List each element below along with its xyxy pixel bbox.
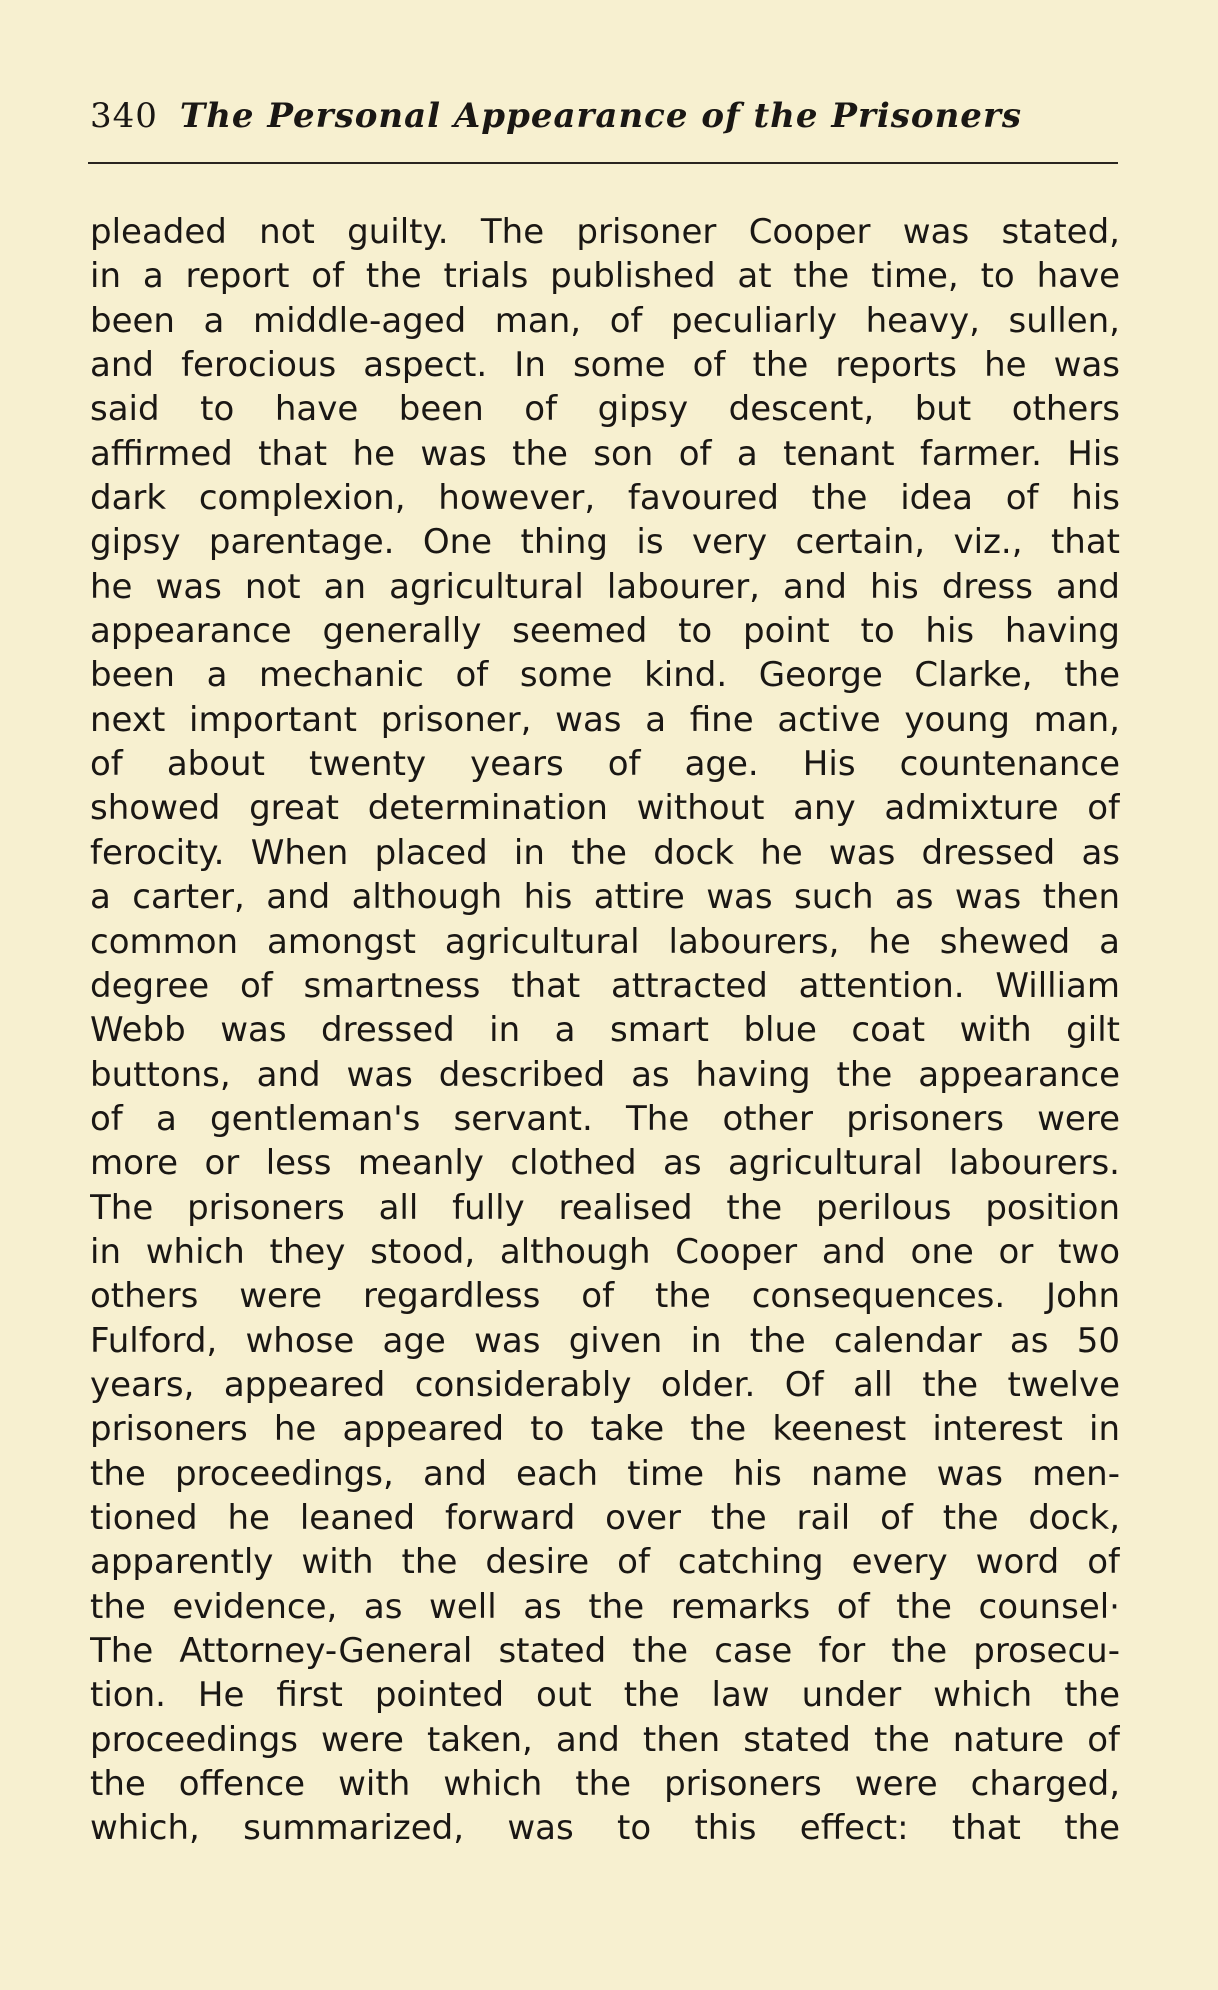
text-line: been a mechanic of some kind. George Clarke, the	[90, 655, 1120, 696]
text-line: dark complexion, however, favoured the idea of his	[90, 478, 1120, 519]
text-line: in which they stood, although Cooper and one or two	[90, 1231, 1120, 1272]
text-line: others were regardless of the consequences. John	[90, 1276, 1120, 1317]
text-line: the proceedings, and each time his name was men-	[90, 1453, 1120, 1494]
text-line: years, appeared considerably older. Of all the twelve	[90, 1364, 1120, 1405]
text-line: The Attorney-General stated the case for the prosecu-	[90, 1631, 1120, 1671]
page-number: 340	[90, 96, 158, 136]
text-line: of about twenty years of age. His countenance	[90, 744, 1120, 785]
page-header	[90, 96, 1120, 148]
text-line: affirmed that he was the son of a tenant farmer. His	[90, 433, 1120, 474]
text-line: the offence with which the prisoners were charged,	[90, 1764, 1120, 1805]
text-line: appearance generally seemed to point to his having	[90, 611, 1120, 652]
text-line: pleaded not guilty. The prisoner Cooper was stated,	[90, 212, 1120, 252]
text-line: more or less meanly clothed as agricultural labourers.	[90, 1143, 1120, 1184]
text-line: a carter, and although his attire was such as was then	[90, 877, 1120, 918]
text-line: showed great determination without any admixture of	[90, 788, 1120, 829]
text-line: tion. He first pointed out the law under which the	[90, 1675, 1120, 1716]
text-line: of a gentleman's servant. The other prisoners were	[90, 1098, 1120, 1139]
header-rule	[88, 162, 1118, 164]
text-line: he was not an agricultural labourer, and his dress and	[90, 566, 1120, 607]
text-line: buttons, and was described as having the appearance	[90, 1054, 1120, 1095]
text-line: Webb was dressed in a smart blue coat with gilt	[90, 1010, 1120, 1051]
text-line: which, summarized, was to this effect: that the	[90, 1808, 1120, 1849]
text-line: ferocity. When placed in the dock he was dressed as	[90, 832, 1120, 873]
text-line: gipsy parentage. One thing is very certain, viz., that	[90, 522, 1120, 563]
text-line: next important prisoner, was a fine active young man,	[90, 699, 1120, 740]
text-line: tioned he leaned forward over the rail of the dock,	[90, 1497, 1120, 1538]
body-text	[90, 210, 1120, 1851]
text-line: in a report of the trials published at the time, to have	[90, 256, 1120, 297]
text-line: Fulford, whose age was given in the calendar as 50	[90, 1320, 1120, 1361]
text-line: degree of smartness that attracted attention. William	[90, 965, 1120, 1006]
text-line: The prisoners all fully realised the perilous position	[90, 1187, 1120, 1228]
running-title: The Personal Appearance of the Prisoners	[179, 96, 1022, 136]
text-line: proceedings were taken, and then stated the nature of	[90, 1719, 1120, 1760]
text-line: the evidence, as well as the remarks of the counsel·	[90, 1586, 1120, 1627]
text-line: and ferocious aspect. In some of the reports he was	[90, 345, 1120, 386]
text-line: apparently with the desire of catching every word of	[90, 1542, 1120, 1583]
text-line: said to have been of gipsy descent, but others	[90, 389, 1120, 430]
text-line: common amongst agricultural labourers, he shewed a	[90, 921, 1120, 962]
text-line: been a middle-aged man, of peculiarly heavy, sullen,	[90, 300, 1120, 341]
text-line: prisoners he appeared to take the keenest interest in	[90, 1409, 1120, 1450]
